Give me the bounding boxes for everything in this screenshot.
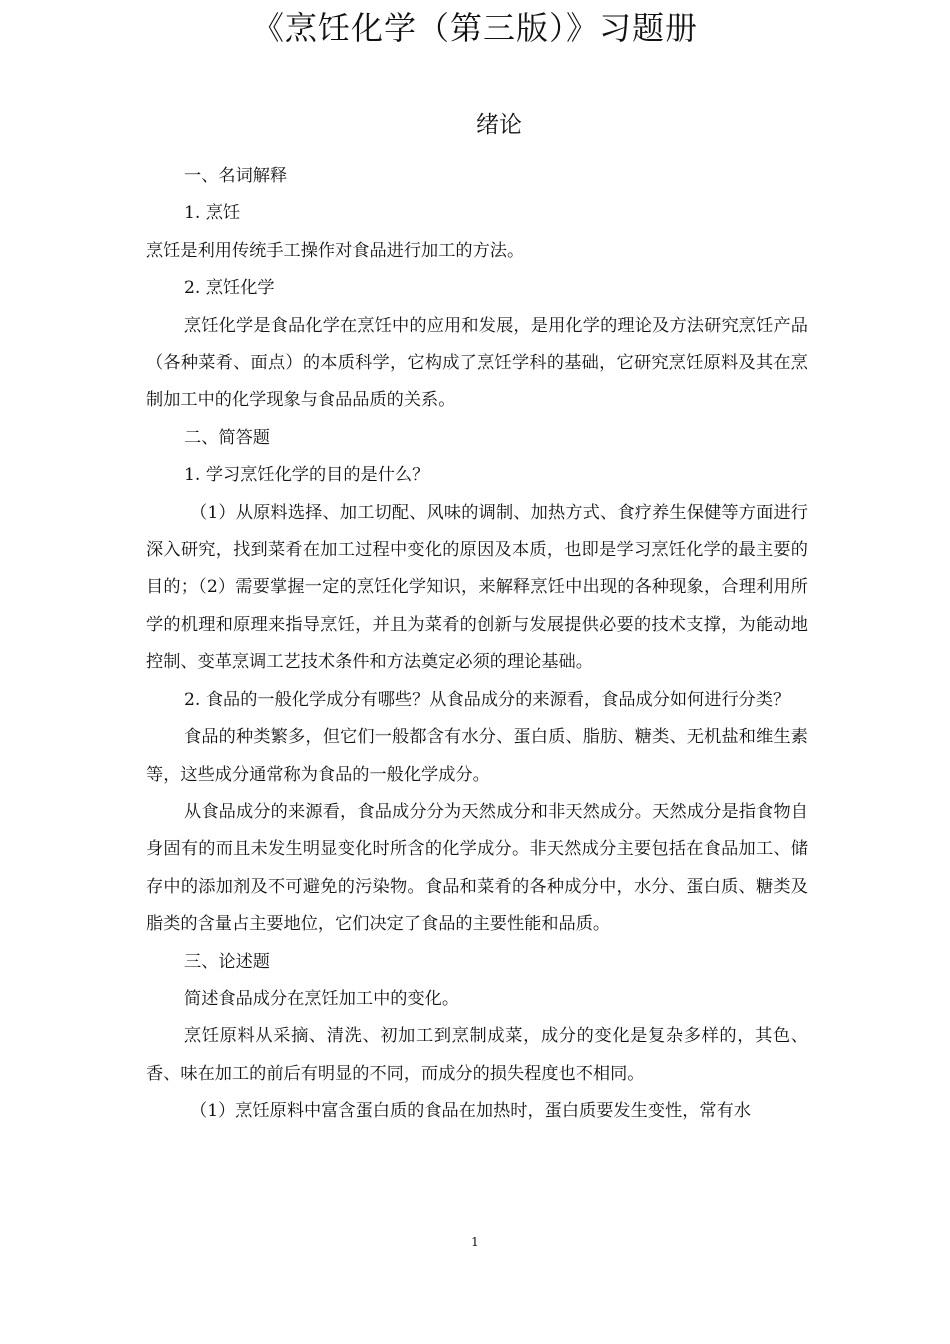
answer-essay-1-part-2: （1）烹饪原料中富含蛋白质的食品在加热时，蛋白质要发生变性，常有水 xyxy=(190,1101,751,1122)
section-heading-short-answer: 二、简答题 xyxy=(184,427,270,448)
question-essay-1: 简述食品成分在烹饪加工中的变化。 xyxy=(184,988,460,1009)
document-title: 《烹饪化学（第三版）》习题册 xyxy=(251,9,698,47)
page-number: 1 xyxy=(471,1235,479,1249)
answer-term-2: 烹饪化学是食品化学在烹饪中的应用和发展，是用化学的理论及方法研究烹饪产品（各种菜肴、面点）的本质科学，它构成了烹饪学科的基础，它研究烹饪原料及其在烹制加工中的化学现象与食品品质的关系。 xyxy=(146,315,808,411)
chapter-heading: 绪论 xyxy=(476,112,522,138)
answer-essay-1-part-1: 烹饪原料从采摘、清洗、初加工到烹制成菜，成分的变化是复杂多样的，其色、香、味在加工的前后有明显的不同，而成分的损失程度也不相同。 xyxy=(146,1026,808,1084)
answer-short-2-part-1: 食品的种类繁多，但它们一般都含有水分、蛋白质、脂肪、糖类、无机盐和维生素等，这些成分通常称为食品的一般化学成分。 xyxy=(146,727,808,785)
question-term-1: 1. 烹饪 xyxy=(184,203,241,224)
answer-short-1: （1）从原料选择、加工切配、风味的调制、加热方式、食疗养生保健等方面进行深入研究，找到菜肴在加工过程中变化的原因及本质，也即是学习烹饪化学的最主要的目的；（2）需要掌握一定的烹饪化学知识，来解释烹饪中出现的各种现象，合理利用所学的机理和原理来指导烹饪，并且为菜肴的创新与发展提供必要的技术支撑，为能动地控制、变革烹调工艺技术条件和方法奠定必须的理论基础。 xyxy=(146,502,808,673)
document-body xyxy=(146,158,808,1131)
section-heading-essay: 三、论述题 xyxy=(184,951,270,972)
question-short-1: 1. 学习烹饪化学的目的是什么？ xyxy=(184,465,430,486)
answer-short-2-part-2: 从食品成分的来源看，食品成分分为天然成分和非天然成分。天然成分是指食物自身固有的而且未发生明显变化时所含的化学成分。非天然成分主要包括在食品加工、储存中的添加剂及不可避免的污染物。食品和菜肴的各种成分中，水分、蛋白质、糖类及脂类的含量占主要地位，它们决定了食品的主要性能和品质。 xyxy=(146,801,808,935)
question-term-2: 2. 烹饪化学 xyxy=(184,278,275,299)
question-short-2: 2. 食品的一般化学成分有哪些？从食品成分的来源看，食品成分如何进行分类？ xyxy=(184,689,791,710)
answer-term-1: 烹饪是利用传统手工操作对食品进行加工的方法。 xyxy=(146,240,525,261)
section-heading-terms: 一、名词解释 xyxy=(184,166,288,186)
